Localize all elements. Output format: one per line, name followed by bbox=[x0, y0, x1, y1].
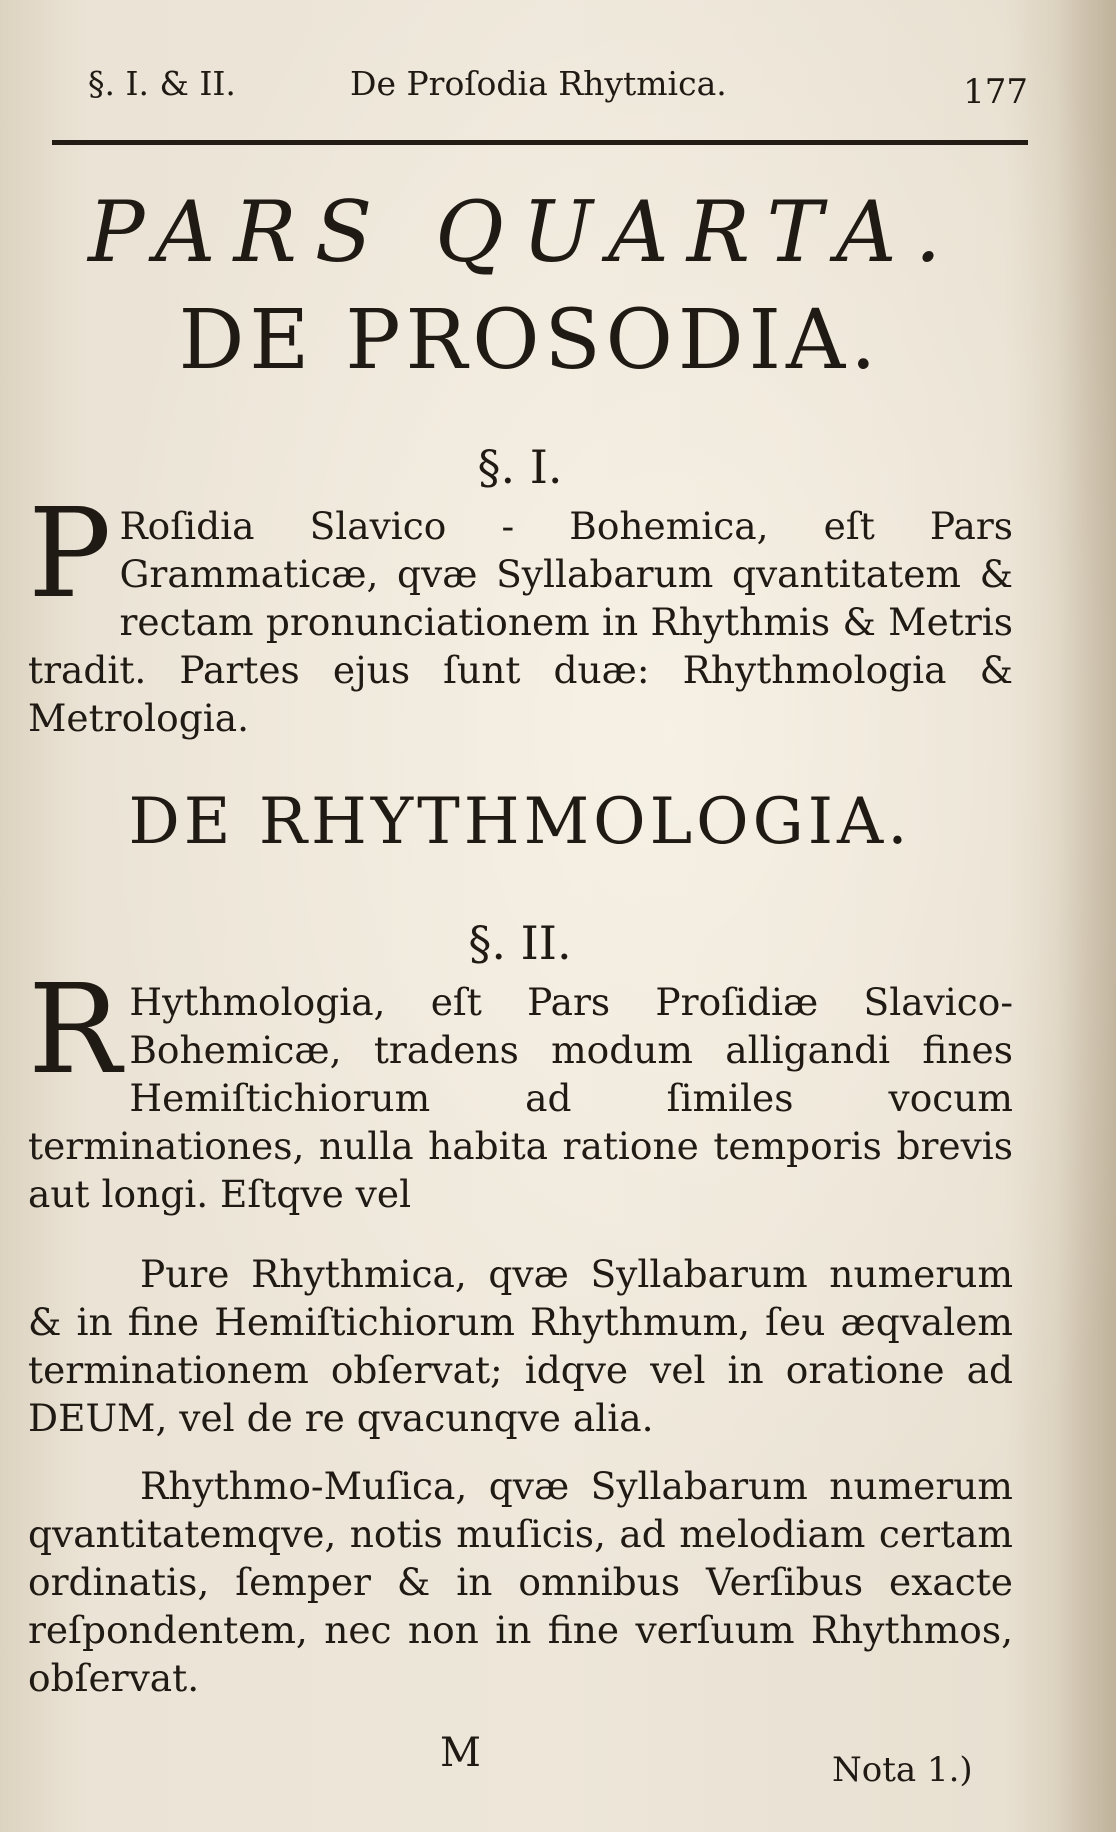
main-title: DE PROSODIA. bbox=[178, 293, 882, 388]
section-2-paragraph bbox=[28, 958, 1013, 1218]
section-1-text: Roſidia Slavico - Bohemica, eſt Pars Grammaticæ, qvæ Syllabarum qvantitatem & rectam pronunciationem in Rhythmis & Metris tradit. Partes ejus ſunt duæ: Rhythmologia & Metrologia. bbox=[28, 504, 1013, 740]
section-1-paragraph bbox=[28, 482, 1013, 742]
dropcap-r: R bbox=[28, 958, 122, 1102]
header-rule bbox=[52, 140, 1028, 145]
section-2-text: Hythmologia, eſt Pars Proſidiæ Slavico-Bohemicæ, tradens modum alligandi fines Hemiſtichiorum ad ſimiles vocum terminationes, nulla habita ratione temporis brevis aut longi. Eſtqve vel bbox=[28, 980, 1013, 1216]
section-mark-2: §. II. bbox=[468, 916, 572, 970]
section-mark-1: §. I. bbox=[477, 440, 563, 494]
running-head-section: §. I. & II. bbox=[88, 64, 236, 103]
subtitle-rhythmologia: DE RHYTHMOLOGIA. bbox=[128, 785, 912, 859]
rhythmo-musica-paragraph: Rhythmo-Muſica, qvæ Syllabarum numerum qvantitatemqve, notis muſicis, ad melodiam certam ordinatis, ſemper & in omnibus Verſibus exacte reſpondentem, nec non in fine verſuum Rhythmos, obſervat. bbox=[28, 1464, 1013, 1700]
part-title: PARS QUARTA. bbox=[88, 183, 960, 281]
dropcap-p: P bbox=[28, 482, 112, 626]
page-number: 177 bbox=[963, 72, 1028, 112]
catchword: Nota 1.) bbox=[832, 1750, 973, 1790]
running-head-title: De Proſodia Rhytmica. bbox=[350, 64, 727, 103]
signature-mark: M bbox=[440, 1730, 481, 1776]
pure-rhythmica-paragraph: Pure Rhythmica, qvæ Syllabarum numerum & in fine Hemiſtichiorum Rhythmum, ſeu æqvalem terminationem obſervat; idqve vel in oratione ad DEUM, vel de re qvacunqve alia. bbox=[28, 1252, 1013, 1440]
running-head bbox=[88, 64, 1028, 114]
